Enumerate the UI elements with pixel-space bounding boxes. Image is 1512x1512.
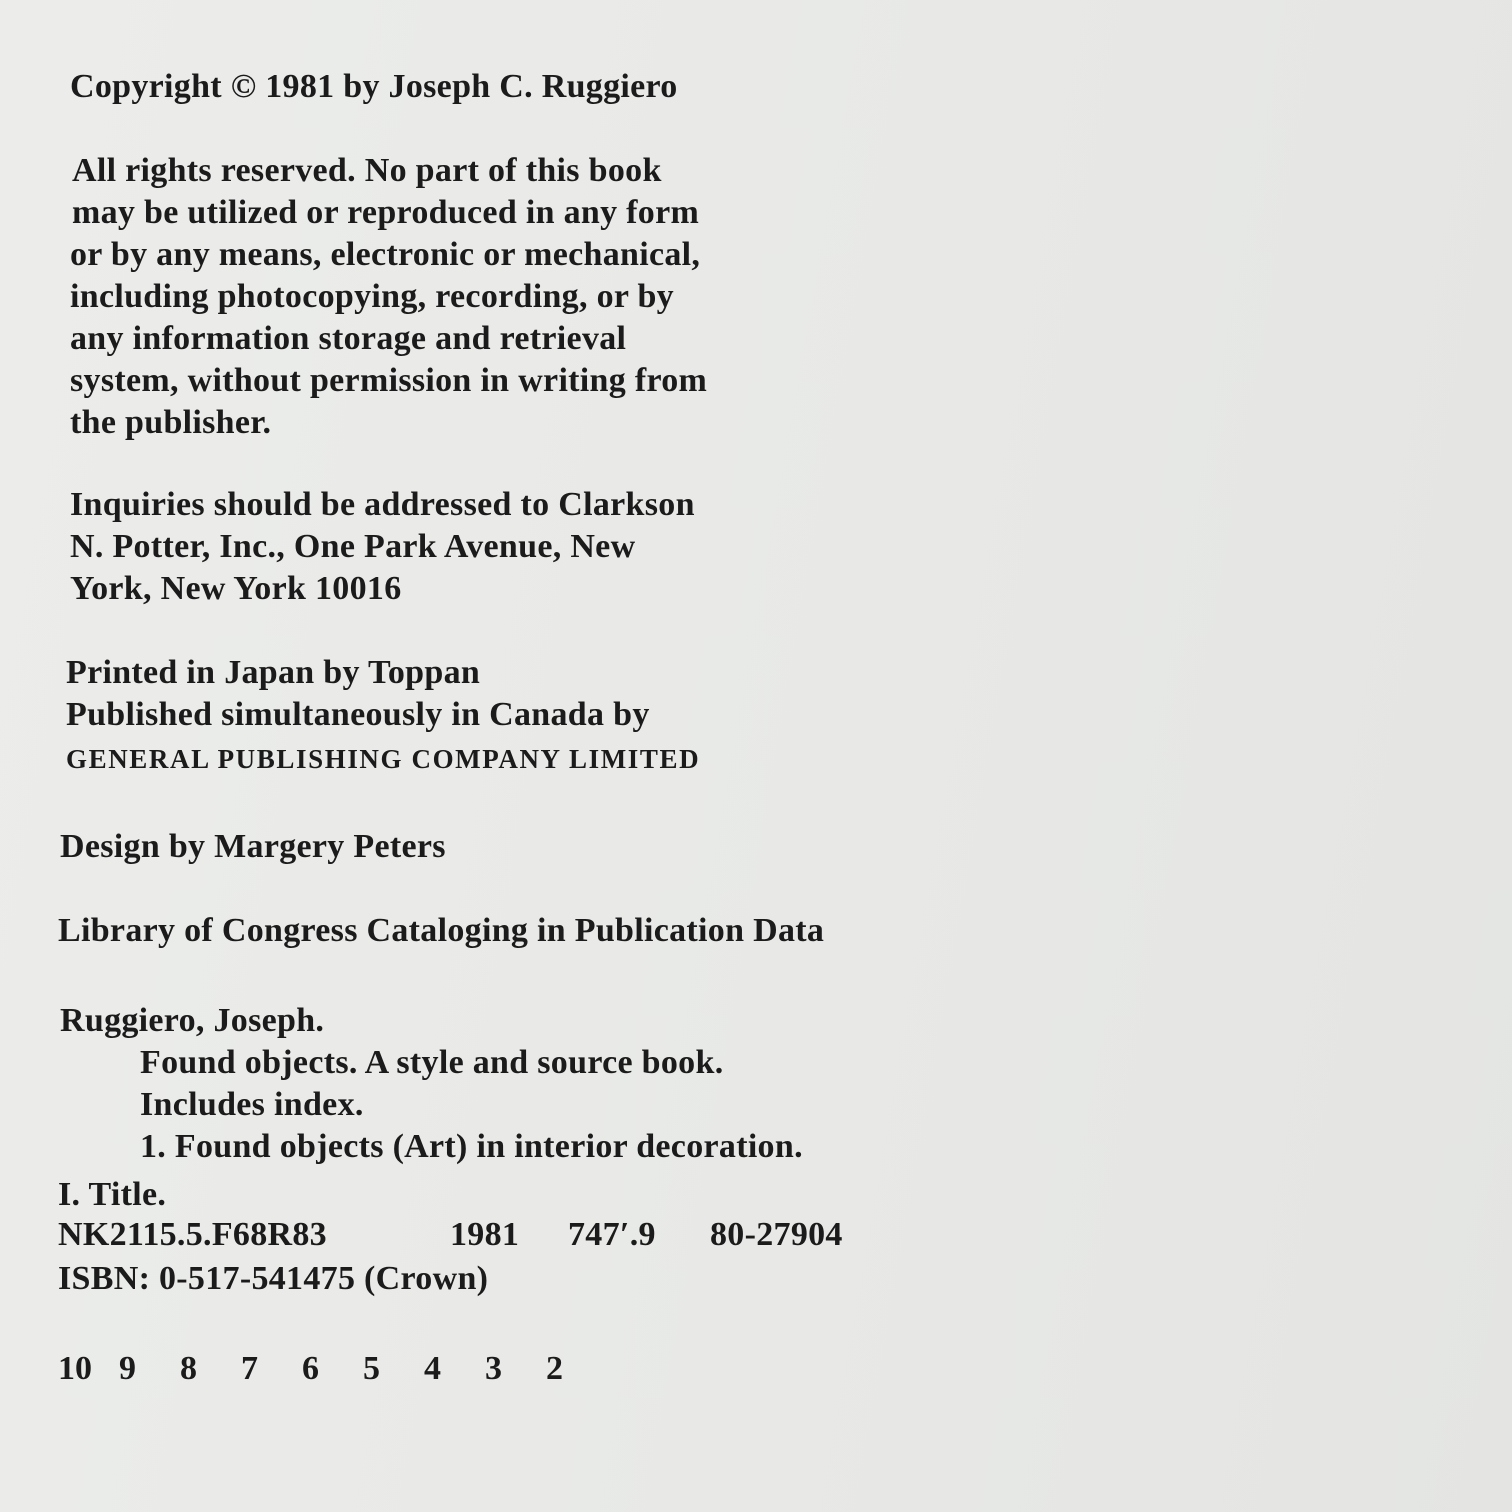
copyright-line: Copyright © 1981 by Joseph C. Ruggiero bbox=[70, 68, 678, 105]
inquiries-line: Inquiries should be addressed to Clarkson bbox=[70, 486, 695, 523]
printer-key-number: 2 bbox=[546, 1350, 563, 1387]
printer-key-number: 7 bbox=[241, 1350, 258, 1387]
printer-key-number: 3 bbox=[485, 1350, 502, 1387]
design-credit: Design by Margery Peters bbox=[60, 828, 446, 865]
canadian-publisher: GENERAL PUBLISHING COMPANY LIMITED bbox=[66, 744, 701, 774]
cip-title-entry: I. Title. bbox=[58, 1176, 167, 1213]
printer-key-number: 6 bbox=[302, 1350, 319, 1387]
rights-line: All rights reserved. No part of this book bbox=[72, 152, 662, 189]
printer-key-number: 9 bbox=[119, 1350, 136, 1387]
lccn: 80-27904 bbox=[710, 1216, 843, 1253]
printer-key-number: 4 bbox=[424, 1350, 441, 1387]
call-number: NK2115.5.F68R83 bbox=[58, 1216, 327, 1253]
cip-year: 1981 bbox=[450, 1216, 520, 1253]
printer-key-number: 8 bbox=[180, 1350, 197, 1387]
rights-line: any information storage and retrieval bbox=[70, 320, 627, 357]
inquiries-line: York, New York 10016 bbox=[70, 570, 402, 607]
rights-line: may be utilized or reproduced in any form bbox=[72, 194, 700, 231]
rights-line: the publisher. bbox=[70, 404, 272, 441]
printer-key-number: 5 bbox=[363, 1350, 380, 1387]
cip-index-note: Includes index. bbox=[140, 1086, 364, 1123]
cip-author: Ruggiero, Joseph. bbox=[60, 1002, 325, 1039]
cip-heading: Library of Congress Cataloging in Publication Data bbox=[58, 912, 825, 949]
printer-key bbox=[58, 1350, 607, 1388]
printer-key-number: 10 bbox=[58, 1350, 92, 1387]
cip-title: Found objects. A style and source book. bbox=[140, 1044, 724, 1081]
cip-classification bbox=[58, 1214, 843, 1256]
dewey-number: 747′.9 bbox=[568, 1216, 656, 1253]
canada-line: Published simultaneously in Canada by bbox=[66, 696, 650, 733]
rights-line: system, without permission in writing from bbox=[70, 362, 708, 399]
rights-line: or by any means, electronic or mechanical, bbox=[70, 236, 701, 273]
inquiries-line: N. Potter, Inc., One Park Avenue, New bbox=[70, 528, 636, 565]
rights-line: including photocopying, recording, or by bbox=[70, 278, 674, 315]
cip-subject: 1. Found objects (Art) in interior decoration. bbox=[140, 1128, 803, 1165]
printer-line: Printed in Japan by Toppan bbox=[66, 654, 481, 691]
isbn: ISBN: 0-517-541475 (Crown) bbox=[58, 1260, 489, 1297]
